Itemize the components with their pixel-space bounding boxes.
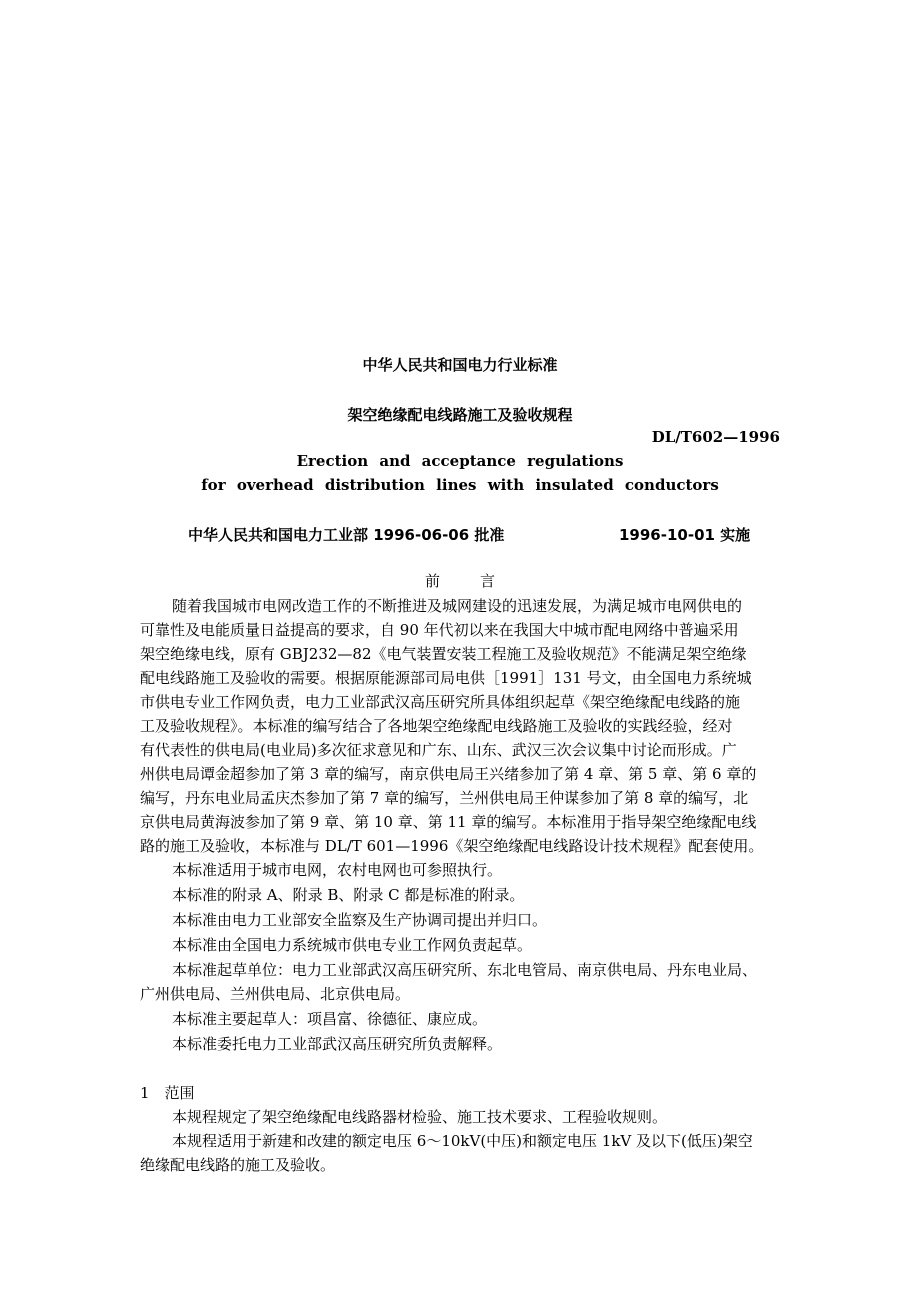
preface-paragraph-line: 工及验收规程》。本标准的编写结合了各地架空绝缘配电线路施工及验收的实践经验，经对: [140, 717, 733, 735]
preface-paragraph-line: 路的施工及验收，本标准与 DL/T 601—1996《架空绝缘配电线路设计技术规程》配套使用。: [140, 837, 764, 855]
preface-paragraph-line: 市供电专业工作网负责，电力工业部武汉高压研究所具体组织起草《架空绝缘配电线路的施: [140, 693, 741, 711]
preface-paragraph-line: 随着我国城市电网改造工作的不断推进及城网建设的迅速发展，为满足城市电网供电的: [172, 597, 743, 615]
section-paragraph: 本规程适用于新建和改建的额定电压 6～10kV(中压)和额定电压 1kV 及以下(低压)架空: [172, 1132, 753, 1150]
preface-paragraph: 本标准委托电力工业部武汉高压研究所负责解释。: [172, 1035, 503, 1053]
section-paragraph-line: 绝缘配电线路的施工及验收。: [140, 1156, 336, 1174]
document-title-en-line1: Erection and acceptance regulations: [296, 452, 624, 470]
section-heading: 1 范围: [140, 1084, 195, 1102]
preface-paragraph-line: 架空绝缘电线，原有 GBJ232—82《电气装置安装工程施工及验收规范》不能满足架空绝缘: [140, 645, 747, 663]
approval-date: 中华人民共和国电力工业部 1996-06-06 批准: [188, 526, 505, 544]
preface-paragraph-line: 可靠性及电能质量日益提高的要求，自 90 年代初以来在我国大中城市配电网络中普遍采用: [140, 621, 739, 639]
preface-paragraph: 本标准适用于城市电网，农村电网也可参照执行。: [172, 861, 503, 879]
preface-paragraph-line: 州供电局谭金超参加了第 3 章的编写，南京供电局王兴绪参加了第 4 章、第 5 章、第 6 章的: [140, 765, 757, 783]
preface-paragraph: 本标准主要起草人：项昌富、徐德征、康应成。: [172, 1010, 488, 1028]
standard-code: DL/T602—1996: [651, 428, 780, 446]
preface-paragraph: 本标准的附录 A、附录 B、附录 C 都是标准的附录。: [172, 886, 525, 904]
preface-paragraph-line: 编写，丹东电业局孟庆杰参加了第 7 章的编写，兰州供电局王仲谋参加了第 8 章的编写，北: [140, 789, 749, 807]
preface-paragraph: 本标准由电力工业部安全监察及生产协调司提出并归口。: [172, 911, 548, 929]
preface-paragraph-line: 广州供电局、兰州供电局、北京供电局。: [140, 985, 411, 1003]
preface-title: 前言: [424, 572, 535, 590]
document-title-cn: 架空绝缘配电线路施工及验收规程: [347, 406, 573, 424]
preface-paragraph: 本标准由全国电力系统城市供电专业工作网负责起草。: [172, 936, 533, 954]
preface-paragraph-line: 配电线路施工及验收的需要。根据原能源部司局电供［1991］131 号文，由全国电力系统城: [140, 669, 752, 687]
implementation-date: 1996-10-01 实施: [619, 526, 751, 544]
document-title-en-line2: for overhead distribution lines with insulated conductors: [201, 476, 719, 494]
preface-paragraph-line: 京供电局黄海波参加了第 9 章、第 10 章、第 11 章的编写。本标准用于指导架空绝缘配电线: [140, 813, 757, 831]
preface-paragraph-line: 有代表性的供电局(电业局)多次征求意见和广东、山东、武汉三次会议集中讨论而形成。广: [140, 741, 737, 759]
section-paragraph: 本规程规定了架空绝缘配电线路器材检验、施工技术要求、工程验收规则。: [172, 1108, 668, 1126]
standard-category: 中华人民共和国电力行业标准: [362, 356, 558, 374]
preface-paragraph: 本标准起草单位：电力工业部武汉高压研究所、东北电管局、南京供电局、丹东电业局、: [172, 961, 758, 979]
